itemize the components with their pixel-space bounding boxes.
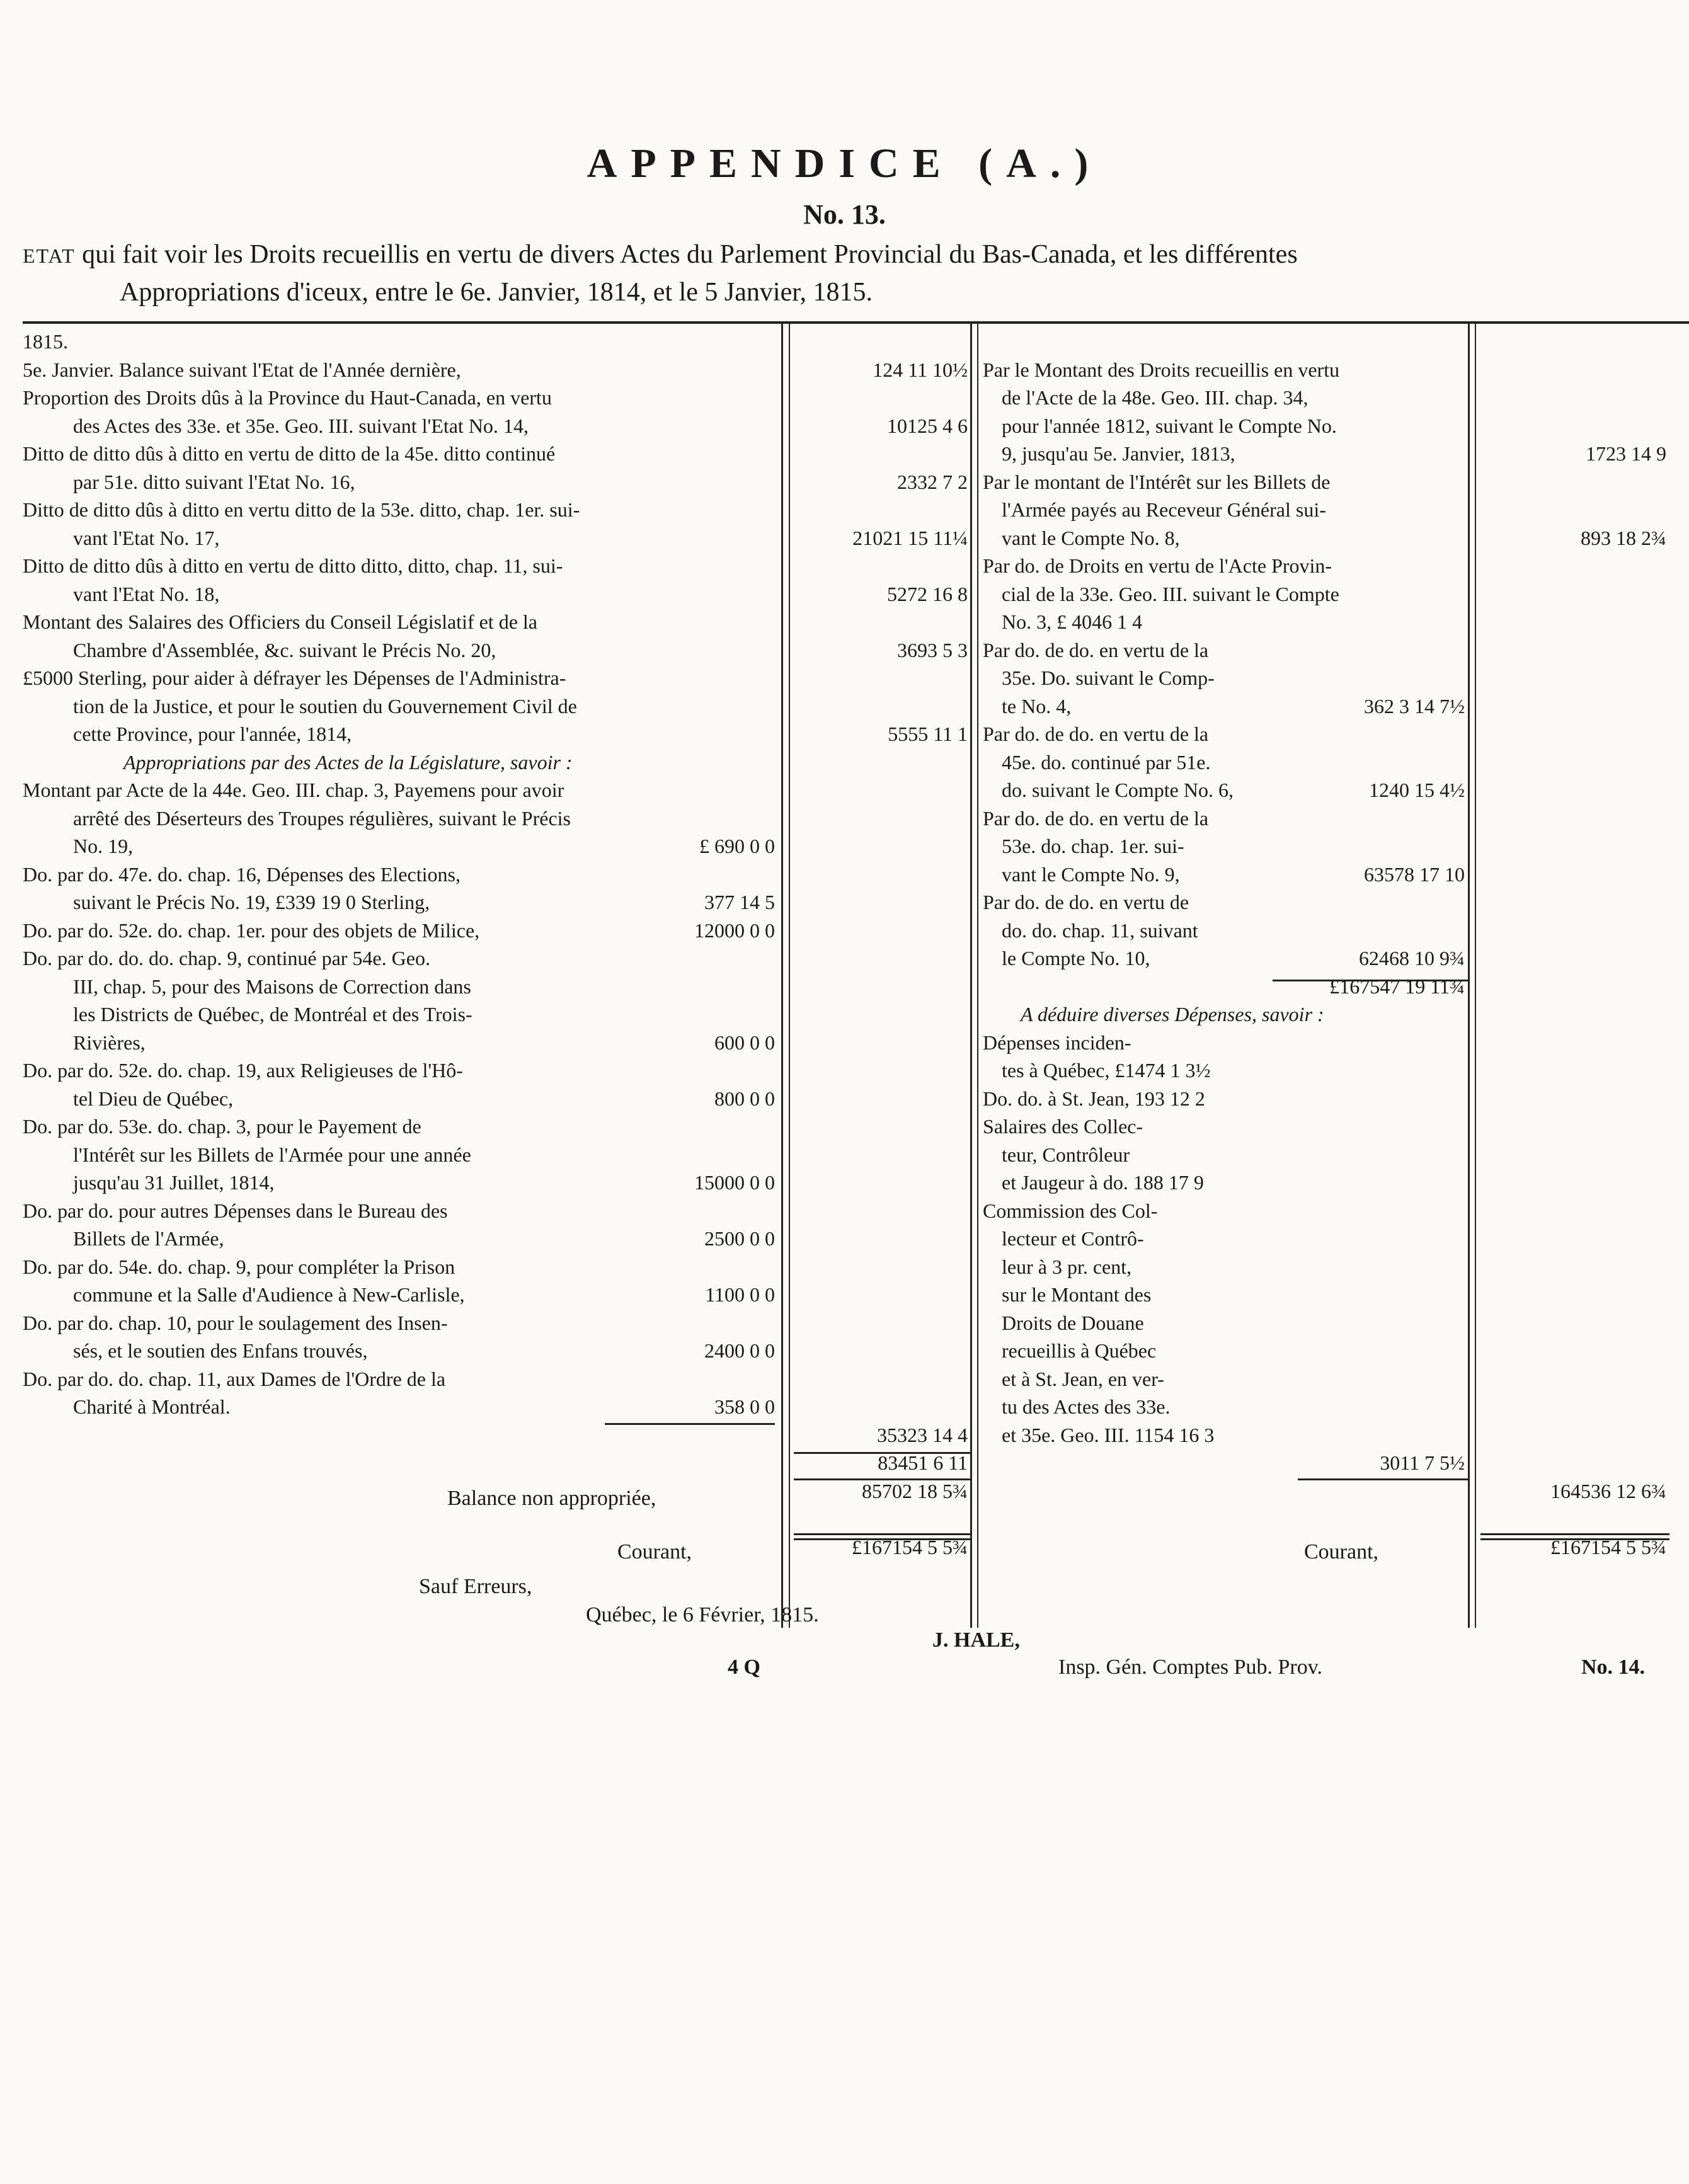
left-inner-amount: £ 690 0 0 [699,835,775,857]
right-amount: 1723 14 9 [1586,442,1666,465]
left-line: suivant le Précis No. 19, £339 19 0 Sterling, [73,891,430,913]
right-line: et à St. Jean, en ver- [1002,1367,1164,1390]
right-line: Par do. de Droits en vertu de l'Acte Provin- [983,554,1332,577]
left-line: arrêté des Déserteurs des Troupes régulières, suivant le Précis [73,806,571,830]
left-amount: 85702 18 5¾ [862,1479,968,1502]
left-line: tion de la Justice, et pour le soutien du Gouvernement Civil de [73,694,577,718]
right-line: leur à 3 pr. cent, [1002,1255,1132,1278]
left-line: l'Intérêt sur les Billets de l'Armée pour une année [73,1143,471,1166]
left-line: Montant des Salaires des Officiers du Conseil Législatif et de la [23,610,537,633]
heading-lead: ETAT [23,244,76,267]
left-amount: 10125 4 6 [887,414,968,437]
left-line: commune et la Salle d'Audience à New-Carlisle, [73,1283,465,1306]
right-line: Par do. de do. en vertu de la [983,806,1209,830]
right-line: de l'Acte de la 48e. Geo. III. chap. 34, [1002,386,1308,409]
signature-mark: 4 Q [728,1655,760,1679]
left-line: cette Province, pour l'année, 1814, [73,723,352,745]
sauf-erreurs: Sauf Erreurs, [419,1575,532,1598]
right-line: Par le Montant des Droits recueillis en vertu [983,358,1340,381]
right-line: Commission des Col- [983,1199,1158,1222]
right-inner-amount: 3011 7 5½ [1380,1451,1465,1474]
right-line: Par do. de do. en vertu de la [983,638,1209,661]
heading-line-2: Appropriations d'iceux, entre le 6e. Janvier, 1814, et le 5 Janvier, 1815. [120,278,873,307]
left-line: vant l'Etat No. 18, [73,582,220,605]
left-inner-amount: 1100 0 0 [705,1283,775,1306]
right-inner-amount: 62468 10 9¾ [1359,947,1465,969]
signature-name: J. HALE, [932,1628,1020,1652]
heading-line-1-text: qui fait voir les Droits recueillis en vertu de divers Actes du Parlement Provincial du Bas-Canada, et les différentes [75,240,1298,269]
right-inner-amount: 1240 15 4½ [1369,779,1465,801]
left-line: 5e. Janvier. Balance suivant l'Etat de l'Année dernière, [23,358,461,381]
left-amount: 2332 7 2 [897,470,968,493]
left-amount: 5272 16 8 [887,582,968,605]
right-line: tu des Actes des 33e. [1002,1395,1171,1418]
right-line: do. suivant le Compte No. 6, [1002,779,1234,801]
left-line: Do. par do. 52e. do. chap. 19, aux Religieuses de l'Hô- [23,1059,463,1082]
left-line: par 51e. ditto suivant l'Etat No. 16, [73,470,355,493]
place-date: Québec, le 6 Février, 1815. [586,1603,819,1627]
left-col-rule [781,324,783,1628]
left-line: Do. par do. pour autres Dépenses dans le Bureau des [23,1199,448,1222]
left-line: £5000 Sterling, pour aider à défrayer les Dépenses de l'Administra- [23,666,566,689]
left-line: 1815. [23,330,68,353]
sum-rule-right [1298,1478,1468,1480]
left-amount: 5555 11 1 [888,723,968,745]
right-line: tes à Québec, £1474 1 3½ [1002,1059,1211,1082]
left-line: Ditto de ditto dûs à ditto en vertu ditto de la 53e. ditto, chap. 1er. sui- [23,498,580,521]
right-line: 9, jusqu'au 5e. Janvier, 1813, [1002,442,1235,465]
right-inner-amount: £167547 19 11¾ [1329,975,1465,998]
left-amount: 35323 14 4 [877,1423,968,1446]
next-statement: No. 14. [1581,1655,1646,1679]
left-line: Do. par do. 47e. do. chap. 16, Dépenses des Elections, [23,862,461,886]
left-amount: 3693 5 3 [897,638,968,661]
subtotal-rule-left [605,1423,775,1425]
left-line: Do. par do. 53e. do. chap. 3, pour le Payement de [23,1115,421,1138]
right-line: Salaires des Collec- [983,1115,1143,1138]
left-col-rule-2 [789,324,790,1628]
left-line: No. 19, [73,835,134,857]
right-line: 35e. Do. suivant le Comp- [1002,666,1215,689]
right-amount: £167154 5 5¾ [1550,1535,1666,1558]
page-title: APPENDICE (A.) [587,140,1102,186]
left-line: Do. par do. do. do. chap. 9, continué par 54e. Geo. [23,947,430,969]
left-inner-amount: 600 0 0 [714,1031,775,1054]
right-line: vant le Compte No. 8, [1002,526,1180,549]
right-line: lecteur et Contrô- [1002,1227,1144,1250]
right-line: vant le Compte No. 9, [1002,862,1180,886]
balance-label: Balance non appropriée, [447,1487,656,1510]
right-line: 53e. do. chap. 1er. sui- [1002,835,1184,857]
right-line: le Compte No. 10, [1002,947,1150,969]
right-line: cial de la 33e. Geo. III. suivant le Compte [1002,582,1339,605]
right-line: Droits de Douane [1002,1311,1144,1334]
left-line: Do. par do. chap. 10, pour le soulagement des Insen- [23,1311,448,1334]
right-line: Par do. de do. en vertu de [983,891,1189,913]
left-line: jusqu'au 31 Juillet, 1814, [73,1171,275,1194]
right-col-rule-2 [1475,324,1476,1628]
right-line: Par do. de do. en vertu de la [983,723,1209,745]
top-rule [23,321,1689,324]
right-amount: 164536 12 6¾ [1550,1479,1666,1502]
right-line: pour l'année 1812, suivant le Compte No. [1002,414,1337,437]
left-inner-amount: 377 14 5 [704,891,775,913]
right-line: Do. do. à St. Jean, 193 12 2 [983,1087,1205,1110]
right-line: Par le montant de l'Intérêt sur les Billets de [983,470,1331,493]
left-line: Proportion des Droits dûs à la Province du Haut-Canada, en vertu [23,386,552,409]
left-line: Rivières, [73,1031,146,1054]
right-line: teur, Contrôleur [1002,1143,1130,1166]
left-inner-amount: 12000 0 0 [694,918,775,942]
right-line: et 35e. Geo. III. 1154 16 3 [1002,1423,1215,1446]
left-inner-amount: 800 0 0 [714,1087,775,1110]
right-amount: 893 18 2¾ [1581,526,1666,549]
right-line: 45e. do. continué par 51e. [1002,750,1211,774]
courant-label-left: Courant, [617,1540,692,1564]
left-line: Do. par do. do. chap. 11, aux Dames de l'Ordre de la [23,1367,446,1390]
right-line: No. 3, £ 4046 1 4 [1002,610,1143,633]
left-line: les Districts de Québec, de Montréal et des Trois- [73,1003,472,1026]
right-line: Dépenses inciden- [983,1031,1131,1054]
left-line: des Actes des 33e. et 35e. Geo. III. suivant l'Etat No. 14, [73,414,529,437]
left-line: Do. par do. 54e. do. chap. 9, pour compléter la Prison [23,1255,455,1278]
center-rule [970,324,972,1628]
right-inner-amount: 362 3 14 7½ [1364,694,1465,718]
right-line: te No. 4, [1002,694,1072,718]
right-line: recueillis à Québec [1002,1339,1157,1362]
left-line: Montant par Acte de la 44e. Geo. III. chap. 3, Payemens pour avoir [23,779,564,801]
left-line: Ditto de ditto dûs à ditto en vertu de ditto ditto, ditto, chap. 11, sui- [23,554,563,577]
left-amount: 21021 15 11¼ [852,526,968,549]
statement-number: No. 13. [803,199,886,230]
left-amount: 83451 6 11 [878,1451,968,1474]
right-col-rule [1468,324,1470,1628]
left-inner-amount: 2400 0 0 [704,1339,775,1362]
courant-label-right: Courant, [1304,1540,1379,1564]
left-inner-amount: 358 0 0 [714,1395,775,1418]
left-amount: 124 11 10½ [873,358,968,381]
left-line: Do. par do. 52e. do. chap. 1er. pour des objets de Milice, [23,918,480,942]
left-amount: £167154 5 5¾ [852,1535,968,1558]
left-line: Charité à Montréal. [73,1395,231,1418]
heading-line-1 [23,239,1298,270]
right-line: do. do. chap. 11, suivant [1002,918,1198,942]
left-line: Billets de l'Armée, [73,1227,224,1250]
left-line: Appropriations par des Actes de la Législature, savoir : [123,750,573,774]
left-line: sés, et le soutien des Enfans trouvés, [73,1339,368,1362]
left-line: III, chap. 5, pour des Maisons de Correction dans [73,975,471,998]
left-line: vant l'Etat No. 17, [73,526,220,549]
left-inner-amount: 2500 0 0 [704,1227,775,1250]
center-rule-2 [977,324,978,1628]
left-line: Ditto de ditto dûs à ditto en vertu de ditto de la 45e. ditto continué [23,442,556,465]
signature-title: Insp. Gén. Comptes Pub. Prov. [1058,1655,1323,1679]
left-inner-amount: 15000 0 0 [694,1171,775,1194]
right-inner-amount: 63578 17 10 [1364,862,1465,886]
left-line: tel Dieu de Québec, [73,1087,234,1110]
right-line: A déduire diverses Dépenses, savoir : [1021,1003,1324,1026]
right-line: sur le Montant des [1002,1283,1152,1306]
right-line: l'Armée payés au Receveur Général sui- [1002,498,1326,521]
left-line: Chambre d'Assemblée, &c. suivant le Précis No. 20, [73,638,496,661]
right-line: et Jaugeur à do. 188 17 9 [1002,1171,1204,1194]
